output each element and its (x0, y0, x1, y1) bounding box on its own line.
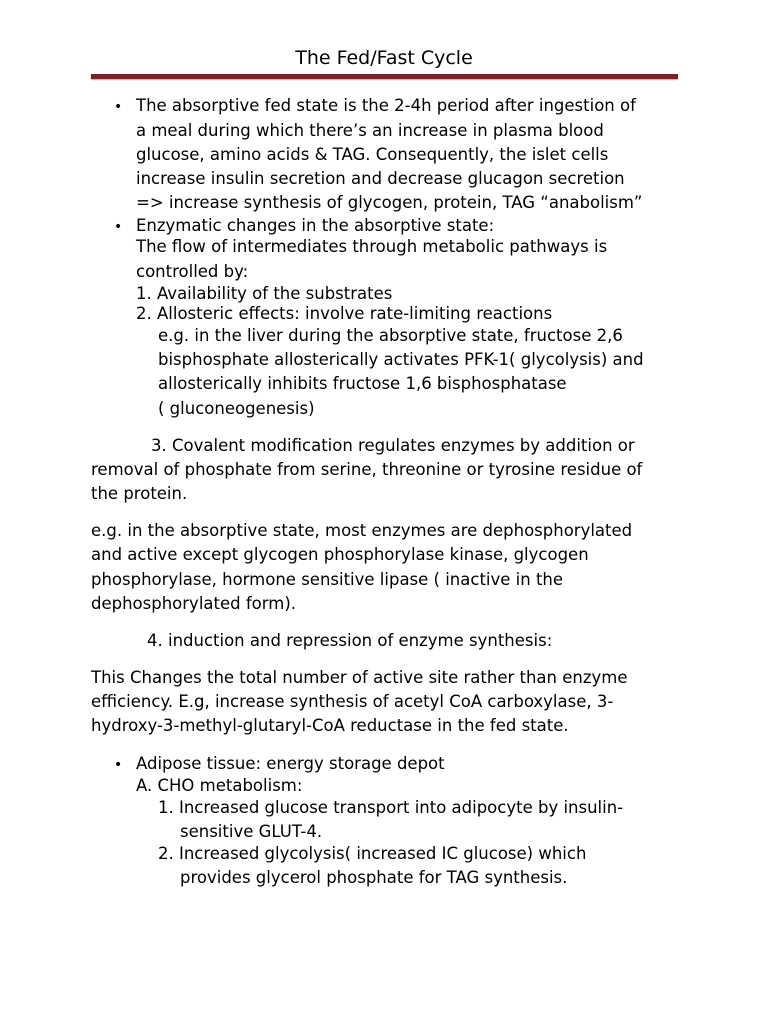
example-paragraph-line: dephosphorylated form). (91, 594, 297, 613)
bullet2-heading: Enzymatic changes in the absorptive state: (136, 216, 495, 235)
example-paragraph-line: e.g. in the absorptive state, most enzymes are dephosphorylated (91, 521, 633, 540)
page-title: The Fed/Fast Cycle (295, 47, 473, 69)
induction-heading: 4. induction and repression of enzyme synthesis: (147, 631, 553, 650)
bullet2-example-line: allosterically inhibits fructose 1,6 bisphosphatase (158, 374, 567, 393)
bullet-marker: • (114, 219, 123, 235)
changes-paragraph-line: hydroxy-3-methyl-glutaryl-CoA reductase in the fed state. (91, 716, 569, 735)
bullet2-item-availability: 1. Availability of the substrates (136, 284, 393, 303)
bullet2-intro-line: The flow of intermediates through metabolic pathways is (136, 237, 608, 256)
bullet3-subheading: A. CHO metabolism: (136, 776, 303, 795)
covalent-paragraph-line: removal of phosphate from serine, threonine or tyrosine residue of (91, 460, 643, 479)
bullet2-example-line: ( gluconeogenesis) (158, 399, 315, 418)
bullet3-heading: Adipose tissue: energy storage depot (136, 754, 445, 773)
bullet1-line: The absorptive fed state is the 2-4h period after ingestion of (136, 96, 636, 115)
bullet1-line: a meal during which there’s an increase in plasma blood (136, 121, 604, 140)
changes-paragraph-line: This Changes the total number of active site rather than enzyme (91, 668, 628, 687)
bullet3-item-line: sensitive GLUT-4. (180, 822, 323, 841)
example-paragraph-line: phosphorylase, hormone sensitive lipase ( inactive in the (91, 570, 564, 589)
bullet3-item-line: 2. Increased glycolysis( increased IC glucose) which (158, 844, 587, 863)
bullet2-intro-line: controlled by: (136, 262, 249, 281)
title-divider (91, 74, 678, 79)
covalent-paragraph-line: the protein. (91, 484, 188, 503)
bullet3-item-line: 1. Increased glucose transport into adipocyte by insulin- (158, 798, 624, 817)
bullet1-line: increase insulin secretion and decrease glucagon secretion (136, 169, 625, 188)
bullet1-line: glucose, amino acids & TAG. Consequently, the islet cells (136, 145, 609, 164)
bullet1-line: => increase synthesis of glycogen, protein, TAG “anabolism” (136, 193, 643, 212)
bullet3-item-line: provides glycerol phosphate for TAG synthesis. (180, 868, 568, 887)
bullet2-item-allosteric: 2. Allosteric effects: involve rate-limiting reactions (136, 304, 553, 323)
covalent-paragraph-line: 3. Covalent modification regulates enzymes by addition or (151, 436, 635, 455)
bullet2-example-line: e.g. in the liver during the absorptive state, fructose 2,6 (158, 326, 623, 345)
example-paragraph-line: and active except glycogen phosphorylase kinase, glycogen (91, 545, 589, 564)
bullet-marker: • (114, 757, 123, 773)
bullet2-example-line: bisphosphate allosterically activates PFK-1( glycolysis) and (158, 350, 644, 369)
changes-paragraph-line: efficiency. E.g, increase synthesis of acetyl CoA carboxylase, 3- (91, 692, 614, 711)
bullet-marker: • (114, 99, 123, 115)
